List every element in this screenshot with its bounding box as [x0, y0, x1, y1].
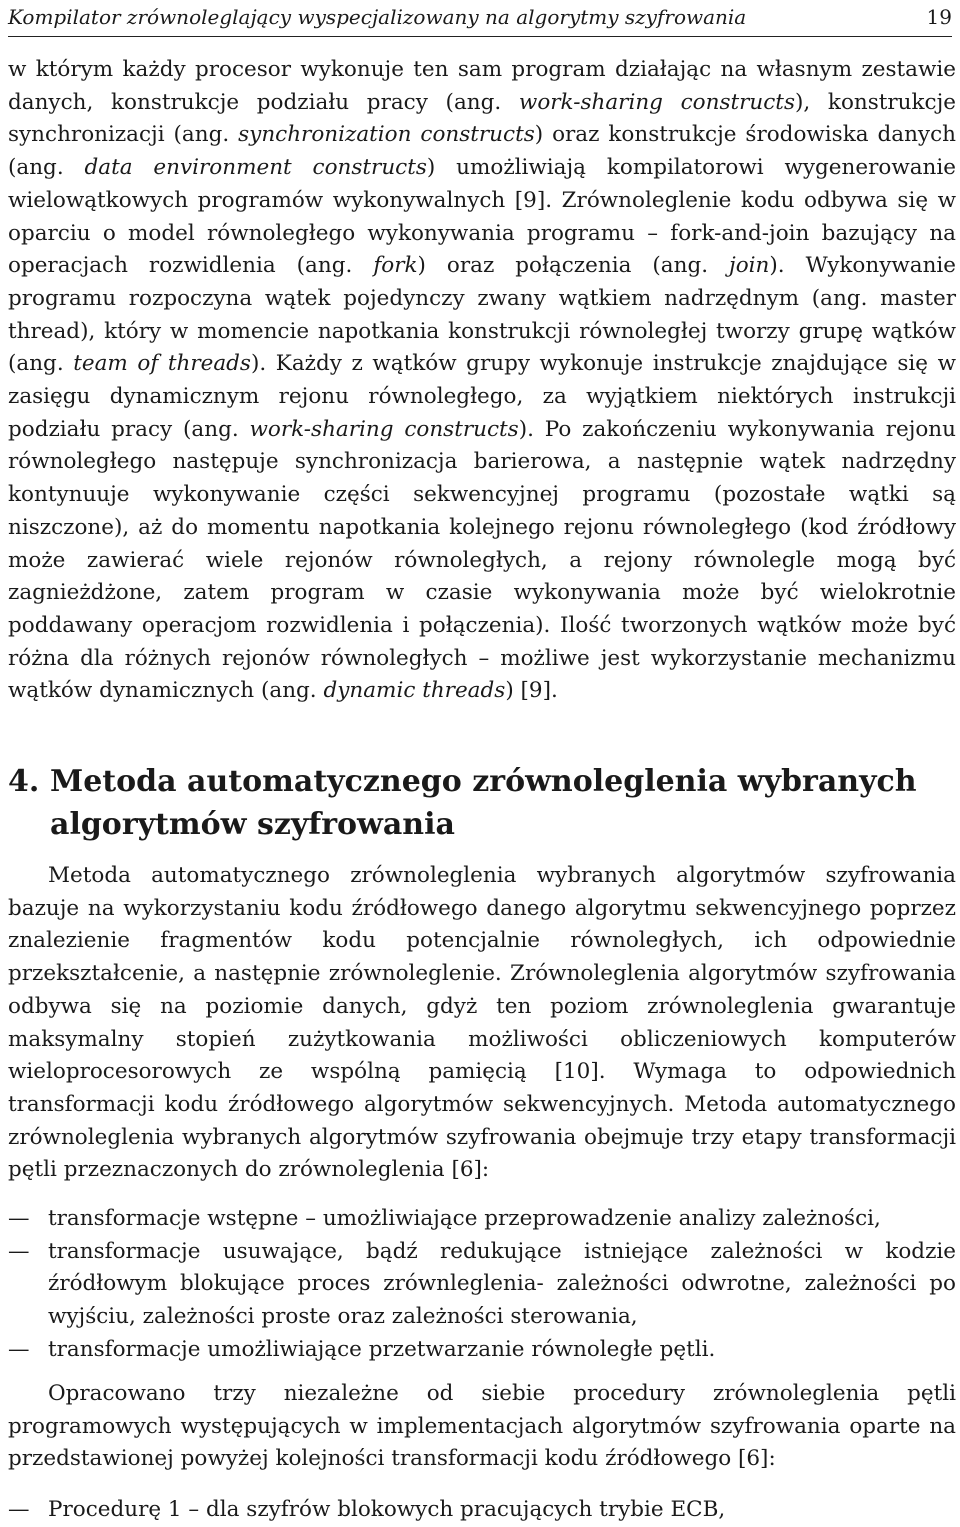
section-heading: [8, 760, 956, 846]
text-run: ) [9].: [505, 678, 558, 704]
section-title-line2: algorytmów szyfrowania: [50, 807, 455, 842]
italic-term: work-sharing constructs: [518, 89, 795, 115]
italic-term: data environment constructs: [84, 155, 427, 181]
paragraph-procedures: Opracowano trzy niezależne od siebie procedury zrównoleglenia pętli programowych występujących w implementacjach algorytmów szyfrowania oparte na przedstawionej powyżej kolejności transformacji kodu źródłowego [6]:: [8, 1381, 956, 1472]
paragraph-method: Metoda automatycznego zrównoleglenia wybranych algorytmów szyfrowania bazuje na wykorzystaniu kodu źródłowego danego algorytmu sekwencyjnego poprzez znalezienie fragmentów kodu potencjalnie równoległych, ich odpowiednie przekształcenie, a następnie zrównoleglenie. Zrównoleglenia algorytmów szyfrowania odbywa się na poziomie danych, gdyż ten poziom zrównoleglenia gwarantuje maksymalny stopień zużytkowania możliwości obliczeniowych komputerów wieloprocesorowych ze wspólną pamięcią [10]. Wymaga to odpowiednich transformacji kodu źródłowego algorytmów sekwencyjnych. Metoda automatycznego zrównoleglenia wybranych algorytmów szyfrowania obejmuje trzy etapy transformacji pętli przeznaczonych do zrównoleglenia [6]:: [8, 863, 956, 1183]
list-item: [8, 1334, 956, 1367]
running-title: Kompilator zrównoleglający wyspecjalizowany na algorytmy szyfrowania: [8, 5, 747, 29]
list-item: [8, 1494, 956, 1527]
list-item-text: transformacje usuwające, bądź redukujące istniejące zależności w kodzie źródłowym blokujące proces zrównleglenia- zależności odwrotne, zależności po wyjściu, zależności proste oraz zależności sterowania,: [48, 1238, 956, 1330]
list-dash: —: [8, 1336, 30, 1362]
list-item: [8, 1203, 956, 1236]
list-item-text: transformacje wstępne – umożliwiające przeprowadzenie analizy zależności,: [48, 1206, 881, 1231]
list-dash: —: [8, 1206, 30, 1231]
section-number: 4.: [8, 764, 40, 799]
italic-term: synchronization constructs: [238, 122, 535, 148]
page-number: 19: [926, 5, 952, 29]
list-dash: —: [8, 1238, 30, 1264]
italic-term: fork: [373, 253, 418, 279]
paragraph-openmp-model: [8, 54, 956, 708]
list-item-text: transformacje umożliwiające przetwarzanie równoległe pętli.: [48, 1336, 716, 1362]
text-run: ) oraz połączenia (ang.: [417, 253, 730, 279]
text-run: ), konstrukcje synchronizacji (ang.: [8, 89, 956, 148]
text-run: ) oraz konstrukcje środowiska danych (ang.: [8, 122, 956, 181]
italic-term: dynamic threads: [323, 678, 506, 704]
transformation-stages-list: [8, 1203, 956, 1367]
text-run: ). Każdy z wątków grupy wykonuje instrukcje znajdujące się w zasięgu dynamicznym rejonu równoległego, za wyjątkiem niektórych instrukcji podziału pracy (ang.: [8, 351, 956, 442]
italic-term: team of threads: [73, 351, 251, 377]
italic-term: work-sharing constructs: [249, 416, 519, 442]
text-run: ). Wykonywanie programu rozpoczyna wątek pojedynczy zwany wątkiem nadrzędnym (ang. master thread), który w momencie napotkania konstrukcji równoległej tworzy grupę wątków (ang.: [8, 253, 957, 377]
list-dash: —: [8, 1497, 30, 1522]
running-header: [8, 2, 952, 37]
section-title-line1: Metoda automatycznego zrównoleglenia wybranych: [50, 764, 917, 799]
text-run: ) umożliwiają kompilatorowi wygenerowanie wielowątkowych programów wykonywalnych [9]. Zrównoleglenie kodu odbywa się w oparciu o model równoległego wykonywania programu – fork-and-join bazujący na operacjach rozwidlenia (ang.: [8, 155, 956, 279]
list-item-text: Procedurę 1 – dla szyfrów blokowych pracujących trybie ECB,: [48, 1497, 726, 1522]
text-run: w którym każdy procesor wykonuje ten sam program działając na własnym zestawie danych, konstrukcje podziału pracy (ang.: [8, 57, 956, 115]
italic-term: join: [729, 253, 770, 279]
text-run: ). Po zakończeniu wykonywania rejonu równoległego następuje synchronizacja barierowa, a następnie wątek nadrzędny kontynuuje wykonywanie części sekwencyjnej programu (pozostałe wątki są niszczone), aż do momentu napotkania kolejnego rejonu równoległego (kod źródłowy może zawierać wiele rejonów równoległych, a rejony równolegle mogą być zagnieżdżone, zatem program w czasie wykonywania może być wielokrotnie poddawany operacjom rozwidlenia i połączenia). Ilość tworzonych wątków może być różna dla różnych rejonów równoległych – możliwe jest wykorzystanie mechanizmu wątków dynamicznych (ang.: [8, 416, 957, 704]
procedures-list: [8, 1494, 956, 1527]
list-item: [8, 1236, 956, 1334]
